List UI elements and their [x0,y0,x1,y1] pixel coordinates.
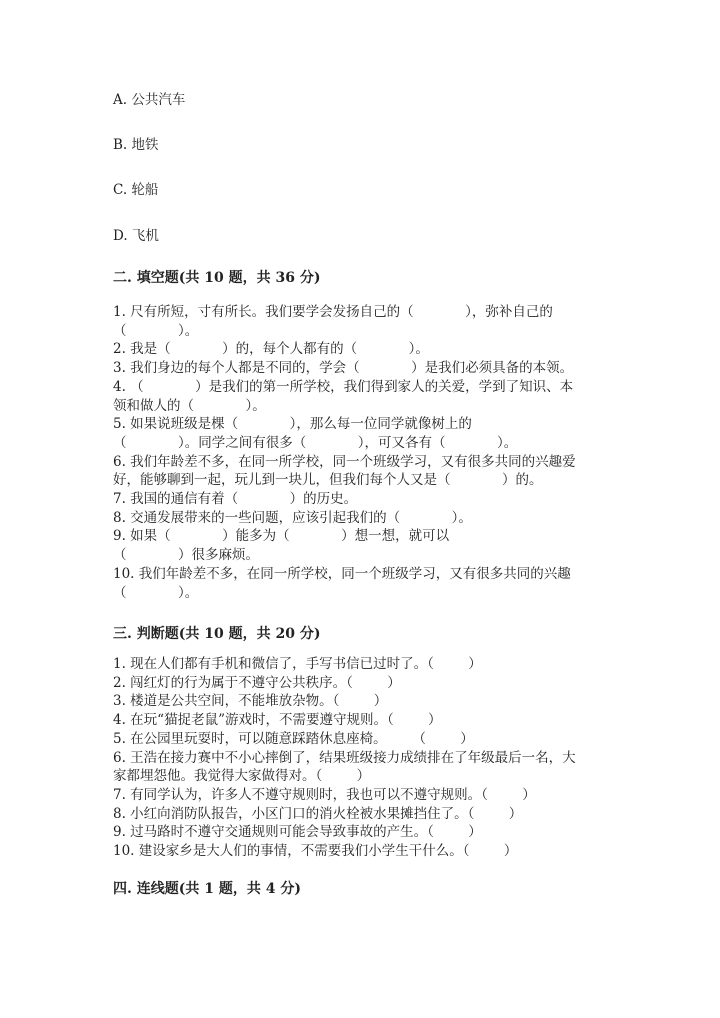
question-line: 8. 小红向消防队报告，小区门口的消火栓被水果摊挡住了。（ ） [113,805,523,822]
question-line: （ ）。 [113,584,199,601]
question-line: 7. 有同学认为，许多人不遵守规则时，我也可以不遵守规则。（ ） [113,786,536,803]
question-line: 6. 王浩在接力赛中不小心摔倒了，结果班级接力成绩排在了年级最后一名，大 [113,749,576,766]
true-false-questions [113,655,613,861]
question-line: 9. 如果（ ）能多为（ ）想一想，就可以 [113,528,450,545]
question-line: 4. 在玩“猫捉老鼠”游戏时，不需要遵守规则。（ ） [113,712,442,729]
question-line: 领和做人的（ ）。 [113,397,266,414]
question-line: （ ）很多麻烦。 [113,547,259,564]
question-line: 4. （ ）是我们的第一所学校，我们得到家人的关爱，学到了知识、本 [113,378,574,395]
question-line: 10. 建设家乡是大人们的事情，不需要我们小学生干什么。（ ） [113,843,518,860]
question-line: 2. 闯红灯的行为属于不遵守公共秩序。（ ） [113,674,401,691]
question-line: 2. 我是（ ）的，每个人都有的（ ）。 [113,341,429,358]
section-heading-fill-blank: 二. 填空题(共 10 题，共 36 分) [113,270,321,286]
question-line: （ ）。同学之间有很多（ ），可又各有（ ）。 [113,434,518,451]
question-line: 3. 楼道是公共空间，不能堆放杂物。（ ） [113,693,388,710]
question-line: 1. 尺有所短，寸有所长。我们要学会发扬自己的（ ），弥补自己的 [113,304,553,320]
option-c: C. 轮船 [113,182,159,198]
question-line: 6. 我们年龄差不多，在同一所学校，同一个班级学习，又有很多共同的兴趣爱 [113,453,576,470]
question-line: 3. 我们身边的每个人都是不同的，学会（ ）是我们必须具备的本领。 [113,360,574,377]
question-line: 5. 在公园里玩耍时，可以随意踩踏休息座椅。 （ ） [113,730,474,747]
option-d: D. 飞机 [113,228,159,244]
option-a: A. 公共汽车 [113,92,186,108]
question-line: 好，能够聊到一起，玩儿到一块儿，但我们每个人又是（ ）的。 [113,472,543,489]
question-line: 家都埋怨他。我觉得大家做得对。（ ） [113,768,371,785]
question-line: 1. 现在人们都有手机和微信了，手写书信已过时了。（ ） [113,656,482,672]
question-line: 8. 交通发展带来的一些问题，应该引起我们的（ ）。 [113,509,472,526]
question-line: 7. 我国的通信有着（ ）的历史。 [113,491,358,508]
question-line: 10. 我们年龄差不多，在同一所学校，同一个班级学习，又有很多共同的兴趣 [113,565,571,582]
question-line: 5. 如果说班级是棵（ ），那么每一位同学就像树上的 [113,416,472,433]
fill-blank-questions [113,303,613,602]
option-b: B. 地铁 [113,137,159,153]
question-line: （ ）。 [113,322,199,339]
question-line: 9. 过马路时不遵守交通规则可能会导致事故的产生。（ ） [113,824,482,841]
section-heading-true-false: 三. 判断题(共 10 题，共 20 分) [113,626,321,642]
section-heading-matching: 四. 连线题(共 1 题，共 4 分) [113,881,301,897]
